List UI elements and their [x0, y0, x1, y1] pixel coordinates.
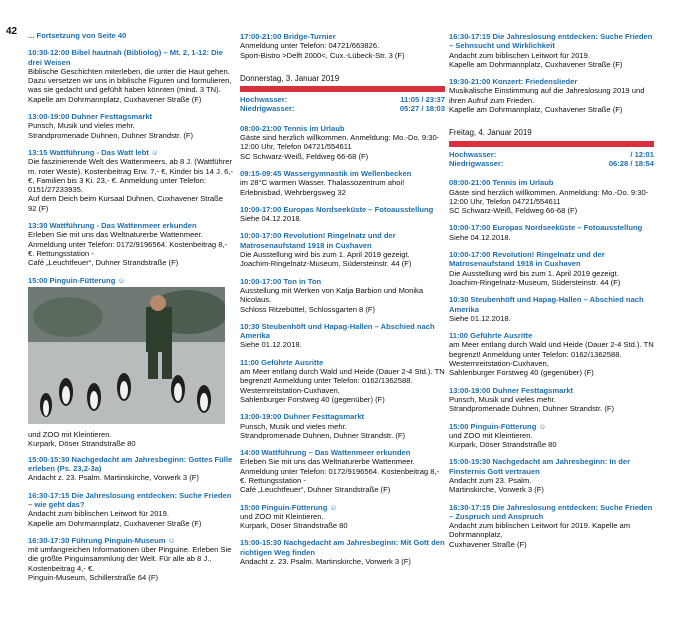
event-location: Joachim-Ringelnatz-Museum, Südersteinstr. 44 (F)	[449, 277, 621, 287]
event-body: am Meer entlang durch Wald und Heide (Dauer 2-4 Std.). TN begrenzt! Anmeldung unter Telefon: 0162/1362588. Westernreitstation-Cuxhaven,	[240, 367, 445, 395]
event-body: Gäste sind herzlich willkommen. Anmeldung: Mo.-Do. 9:30-12:00 Uhr, Telefon 04721/554611	[449, 187, 649, 206]
event-entry	[28, 48, 233, 104]
day-divider-bar	[449, 141, 654, 147]
low-tide-row: Niedrigwasser: 06:28 / 18:54	[449, 158, 654, 168]
event-title: 10:00-17:00 Revolution! Ringelnatz und der Matrosenaufstand 1918 in Cuxhaven	[240, 231, 396, 250]
column-1	[28, 31, 233, 590]
event-entry	[240, 231, 445, 268]
event-location: Erlebnisbad, Wehrbergsweg 32	[240, 187, 346, 197]
event-location: Siehe 04.12.2018.	[240, 214, 302, 224]
event-title: 11:00 Geführte Ausritte	[449, 331, 533, 341]
event-location: Kurpark, Döser Strandstraße 80	[449, 440, 557, 450]
event-entry	[240, 169, 445, 197]
event-entry	[449, 32, 654, 69]
event-body: im 28°C warmen Wasser. Thalassozentrum ahoi!	[240, 178, 405, 188]
event-location: Café „Leuchtfeuer“, Duhner Strandstraße (F)	[240, 485, 391, 495]
event-title: 10:00-17:00 Ton in Ton	[240, 276, 322, 286]
event-entry	[28, 148, 233, 213]
event-title: 13:00-19:00 Duhner Festtagsmarkt	[240, 412, 365, 422]
event-entry	[449, 178, 654, 215]
event-title: 10:30 Steubenhöft und Hapag-Hallen – Abschied nach Amerika	[449, 295, 644, 314]
event-location: Kapelle am Dohrmannplatz, Cuxhavener Straße (F)	[449, 59, 623, 69]
event-body: Andacht zum biblischen Leitwort für 2019.	[28, 509, 169, 519]
event-entry	[449, 422, 654, 450]
event-body: und ZOO mit Kleintieren.	[28, 430, 112, 440]
event-title: 15:00-15:30 Nachgedacht am Jahresbeginn: In der Finsternis Gott vertrauen	[449, 457, 631, 476]
event-body: und ZOO mit Kleintieren.	[449, 430, 533, 440]
event-title: 13:00-19:00 Duhner Festtagsmarkt	[28, 112, 153, 122]
event-body: Andacht zum biblischen Leitwort für 2019. Kapelle am Dohrmannplatz,	[449, 521, 631, 540]
high-tide-row: Hochwasser: 11:05 / 23:37	[240, 95, 445, 105]
event-title: 15:00 Pinguin-Fütterung ☺	[28, 275, 126, 285]
event-title: 19:30-21:00 Konzert: Friedenslieder	[449, 77, 578, 87]
event-location: Sahlenburger Forstweg 40 (gegenüber) (F)	[449, 368, 594, 378]
event-location: Strandpromenade Duhnen, Duhner Strandstr. (F)	[28, 130, 194, 140]
event-title: 13:00-19:00 Duhner Festtagsmarkt	[449, 385, 574, 395]
event-location: Joachim-Ringelnatz-Museum, Südersteinstr. 44 (F)	[240, 259, 412, 269]
event-entry	[449, 503, 654, 549]
event-title: 15:00 Pinguin-Fütterung ☺	[449, 421, 547, 431]
event-body: Punsch, Musik und vieles mehr.	[449, 394, 556, 404]
event-location: Andacht z. 23. Psalm. Martinskirche, Vorwerk 3 (F)	[28, 473, 199, 483]
event-title: 10:00-17:00 Europas Nordseeküste – Fotoausstellung	[240, 204, 434, 214]
column-3	[449, 32, 654, 557]
event-title: 08:00-21:00 Tennis im Urlaub	[240, 123, 345, 133]
event-location: Strandpromenade Duhnen, Duhner Strandstr. (F)	[240, 430, 406, 440]
event-entry	[240, 448, 445, 494]
event-location: Café „Leuchtfeuer“, Duhner Strandstraße (F)	[28, 258, 179, 268]
event-title: 16:30-17:15 Die Jahreslosung entdecken: Suche Frieden – wie geht das?	[28, 490, 232, 509]
day-heading: Freitag, 4. Januar 2019	[449, 128, 532, 138]
event-entry	[449, 77, 654, 114]
event-location: Kurpark, Döser Strandstraße 80	[28, 439, 136, 449]
event-location: Kapelle am Dohrmannplatz, Cuxhavener Straße (F)	[28, 94, 202, 104]
event-body: Punsch, Musik und vieles mehr.	[28, 121, 135, 131]
event-location: Auf dem Deich beim Kursaal Duhnen, Cuxhavener Straße 92 (F)	[28, 194, 224, 213]
event-entry	[449, 457, 654, 494]
event-entry	[449, 331, 654, 377]
event-location: Kurpark, Döser Strandstraße 80	[240, 521, 348, 531]
event-body: und ZOO mit Kleintieren.	[240, 511, 324, 521]
event-title: 17:00-21:00 Bridge-Turnier	[240, 32, 336, 41]
event-title: 16:30-17:15 Die Jahreslosung entdecken: Suche Frieden – Zuspruch und Anspruch	[449, 502, 653, 521]
event-title: 10:00-17:00 Europas Nordseeküste – Fotoausstellung	[449, 223, 643, 233]
event-entry	[240, 503, 445, 531]
event-entry	[240, 358, 445, 404]
event-location: Kapelle am Dohrmannplatz, Cuxhavener Straße (F)	[28, 518, 202, 528]
event-title: 14:00 Wattführung – Das Wattenmeer erkunden	[240, 448, 411, 458]
event-title: 13:15 Wattführung - Das Watt lebt ☺	[28, 147, 159, 157]
event-body: Erleben Sie mit uns das Weltnaturerbe Wattenmeer. Anmeldung unter Telefon: 0172/9196564. Kostenbeitrag 8,- €. Rettungsstation -	[240, 457, 440, 485]
event-body: Die faszinierende Welt des Wattenmeers, ab 8 J. (Wattführer m. roter Weste). Kostenbeitrag Erw. 7,- €, Kinder bis 14 J. 6,- €, Familien bis 3 Ki. 23,- €. Anmeldung unter Telefon: 0151/27233935.	[28, 157, 233, 195]
low-tide-row: Niedrigwasser: 05:27 / 18:03	[240, 104, 445, 114]
event-location: SC Schwarz-Weiß, Feldweg 66-68 (F)	[240, 151, 369, 161]
event-title: 16:30-17:30 Führung Pinguin-Museum ☺	[28, 535, 176, 545]
event-title: 15:00 Pinguin-Fütterung ☺	[240, 502, 338, 512]
event-location: Sahlenburger Forstweg 40 (gegenüber) (F)	[240, 394, 385, 404]
event-title: 10:00-17:00 Revolution! Ringelnatz und der Matrosenaufstand 1918 in Cuxhaven	[449, 250, 605, 269]
event-body: am Meer entlang durch Wald und Heide (Dauer 2-4 Std.). TN begrenzt! Anmeldung unter Telefon: 0162/1362588. Westernreitstation-Cuxhaven,	[449, 340, 654, 369]
event-body: mit umfangreichen Informationen über Pinguine. Erleben Sie die größte Pinguinsammlung der Welt. Für alle ab 8 J., Kostenbeitrag 4,- €.	[28, 545, 232, 573]
event-entry	[28, 536, 233, 582]
event-title: 15:00-15:30 Nachgedacht am Jahresbeginn: Gottes Fülle erleben (Ps. 23,2-3a)	[28, 454, 233, 474]
penguin-feeding-photo	[28, 287, 225, 424]
event-title: 08:00-21:00 Tennis im Urlaub	[449, 178, 554, 188]
event-body: Die Ausstellung wird bis zum 1. April 2019 gezeigt.	[449, 268, 619, 278]
event-body: Anmeldung unter Telefon: 04721/663826.	[240, 41, 380, 51]
event-location: Cuxhavener Straße (F)	[449, 539, 527, 549]
event-location: Martinskirche, Vorwerk 3 (F)	[449, 485, 544, 495]
event-location: Pinguin-Museum, Schillerstraße 64 (F)	[28, 572, 158, 582]
event-location: Kapelle am Dohrmannplatz, Cuxhavener Straße (F)	[449, 105, 623, 115]
event-entry	[28, 455, 233, 483]
event-entry	[449, 295, 654, 323]
event-body: Andacht zum 23. Psalm.	[449, 475, 532, 485]
event-body: Gäste sind herzlich willkommen. Anmeldung: Mo.-Do. 9:30-12:00 Uhr, Telefon 04721/554611	[240, 133, 440, 152]
event-title: 16:30-17:15 Die Jahreslosung entdecken: Suche Frieden – Sehnsucht und Wirklichkeit	[449, 32, 653, 51]
event-title: 13:30 Wattführung - Das Wattenmeer erkunden	[28, 221, 197, 231]
page-number: 42	[6, 26, 18, 37]
event-entry	[449, 250, 654, 287]
event-title: 11:00 Geführte Ausritte	[240, 357, 324, 367]
event-entry	[240, 322, 445, 350]
event-body: Ausstellung mit Werken von Katja Barbion und Monika Nicolaus.	[240, 285, 424, 305]
event-entry	[240, 205, 445, 224]
event-entry	[28, 112, 233, 140]
event-entry	[240, 124, 445, 161]
day-header-thursday	[240, 74, 445, 114]
event-body: Die Ausstellung wird bis zum 1. April 2019 gezeigt.	[240, 250, 410, 260]
column-2	[240, 32, 445, 574]
event-location: SC Schwarz-Weiß, Feldweg 66-68 (F)	[449, 206, 578, 216]
high-tide-row: Hochwasser: / 12:01	[449, 149, 654, 159]
event-title: 15:00-15:30 Nachgedacht am Jahresbeginn: Mit Gott den richtigen Weg finden	[240, 538, 445, 557]
event-entry	[449, 386, 654, 414]
event-body: Andacht zum biblischen Leitwort für 2019.	[449, 50, 590, 60]
day-divider-bar	[240, 86, 445, 92]
day-header-friday	[449, 128, 654, 168]
event-entry	[28, 276, 233, 449]
event-entry	[240, 412, 445, 440]
event-entry	[449, 223, 654, 242]
event-entry	[28, 491, 233, 528]
event-body: Musikalische Einstimmung auf die Jahreslosung 2019 und ihren Aufruf zum Frieden.	[449, 86, 645, 105]
event-entry	[240, 32, 445, 60]
event-location: Siehe 01.12.2018.	[240, 340, 302, 350]
event-location: Schloss Ritzebüttel, Schlossgarten 8 (F)	[240, 304, 376, 314]
event-location: Siehe 04.12.2018.	[449, 232, 511, 242]
day-heading: Donnerstag, 3. Januar 2019	[240, 73, 340, 83]
event-location: Sport-Bistro >Delft 2000<, Cux.-Lübeck-Str. 3 (F)	[240, 50, 405, 60]
event-entry	[240, 277, 445, 314]
event-title: 10:30-12:00 Bibel hautnah (Bibliolog) – Mt. 2, 1-12: Die drei Weisen	[28, 48, 223, 67]
continued-note: ... Fortsetzung von Seite 40	[28, 31, 127, 40]
event-location: Andacht z. 23. Psalm. Martinskirche, Vorwerk 3 (F)	[240, 557, 411, 567]
event-body: Punsch, Musik und vieles mehr.	[240, 421, 347, 431]
event-title: 09:15-09:45 Wassergymnastik im Wellenbecken	[240, 168, 412, 178]
event-title: 10:30 Steubenhöft und Hapag-Hallen – Abschied nach Amerika	[240, 321, 435, 341]
event-location: Strandpromenade Duhnen, Duhner Strandstr. (F)	[449, 404, 615, 414]
event-body: Erleben Sie mit uns das Weltnaturerbe Wattenmeer. Anmeldung unter Telefon: 0172/9196564. Kostenbeitrag 8,- €. Rettungsstation -	[28, 230, 228, 258]
event-entry	[240, 538, 445, 566]
event-body: Biblische Geschichten miterleben, die unter die Haut gehen. Dazu versetzen wir uns in biblische Figuren und formulieren, was sie gedacht und gefühlt haben könnten (mind. 3 TN).	[28, 66, 232, 95]
event-entry	[28, 221, 233, 267]
event-location: Siehe 01.12.2018.	[449, 313, 511, 323]
